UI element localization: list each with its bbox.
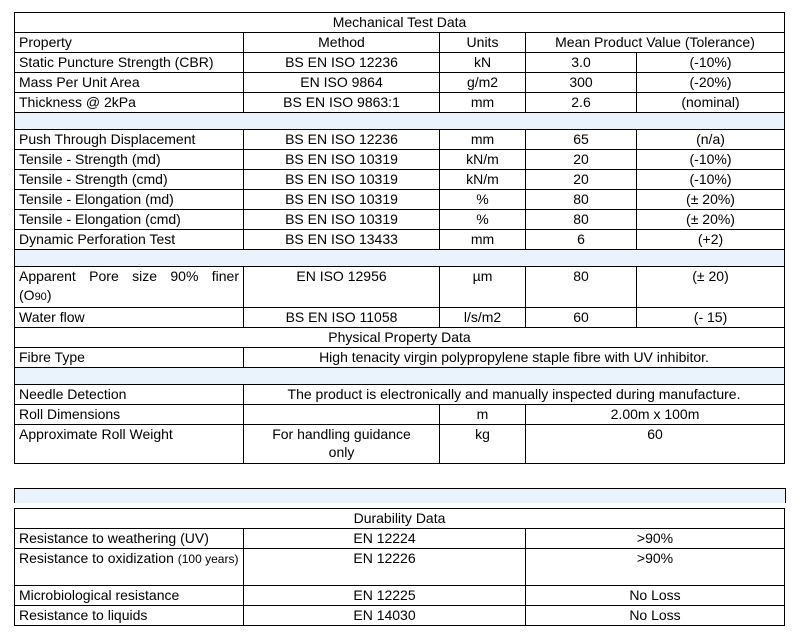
mechanical-title-row — [15, 13, 785, 33]
pore-symbol-close: ) — [46, 287, 52, 303]
property-cell: Mass Per Unit Area — [15, 73, 244, 93]
method-cell: EN 12224 — [244, 529, 526, 549]
units-cell: mm — [440, 130, 526, 150]
physical-title-row — [15, 328, 785, 348]
table-row — [15, 230, 785, 250]
fibre-type-value: High tenacity virgin polypropylene staple fibre with UV inhibitor. — [244, 348, 785, 368]
table-row — [15, 586, 785, 606]
property-cell — [15, 267, 244, 308]
method-cell: BS EN ISO 10319 — [244, 150, 440, 170]
value-cell: 3.0 — [526, 53, 637, 73]
property-cell — [15, 549, 244, 586]
value-cell: 60 — [526, 308, 637, 328]
tolerance-cell: (± 20) — [637, 267, 785, 308]
table-row — [15, 53, 785, 73]
method-cell: BS EN ISO 10319 — [244, 210, 440, 230]
roll-dimensions-value: 2.00m x 100m — [526, 405, 785, 425]
method-cell: BS EN ISO 13433 — [244, 230, 440, 250]
pore-symbol-open: (O — [19, 287, 35, 303]
property-cell: Roll Dimensions — [15, 405, 244, 425]
units-cell: g/m2 — [440, 73, 526, 93]
units-cell: kg — [440, 425, 526, 464]
value-cell: 65 — [526, 130, 637, 150]
spacer-cell — [15, 368, 785, 385]
method-cell: EN 12226 — [244, 549, 526, 586]
property-cell: Static Puncture Strength (CBR) — [15, 53, 244, 73]
table-row — [15, 190, 785, 210]
spacer-cell — [15, 250, 785, 267]
units-cell: m — [440, 405, 526, 425]
property-cell: Dynamic Perforation Test — [15, 230, 244, 250]
method-cell: BS EN ISO 11058 — [244, 308, 440, 328]
property-cell: Tensile - Elongation (md) — [15, 190, 244, 210]
method-cell: BS EN ISO 12236 — [244, 130, 440, 150]
property-cell: Tensile - Strength (cmd) — [15, 170, 244, 190]
units-cell: mm — [440, 93, 526, 113]
roll-weight-value: 60 — [526, 425, 785, 464]
section-gap — [14, 488, 786, 503]
tolerance-cell: (-10%) — [637, 150, 785, 170]
property-cell: Thickness @ 2kPa — [15, 93, 244, 113]
table-row — [15, 73, 785, 93]
header-row — [15, 33, 785, 53]
tolerance-cell: (+2) — [637, 230, 785, 250]
units-cell: µm — [440, 267, 526, 308]
table-row — [15, 267, 785, 308]
property-cell: Microbiological resistance — [15, 586, 244, 606]
table-row — [15, 529, 785, 549]
header-property: Property — [15, 33, 244, 53]
property-cell: Push Through Displacement — [15, 130, 244, 150]
tolerance-cell: (-10%) — [637, 53, 785, 73]
table-row — [15, 385, 785, 405]
property-cell: Needle Detection — [15, 385, 244, 405]
table-row — [15, 210, 785, 230]
value-cell: 80 — [526, 267, 637, 308]
oxidization-years: (100 years) — [177, 552, 239, 566]
method-cell: EN ISO 9864 — [244, 73, 440, 93]
physical-title: Physical Property Data — [15, 328, 785, 348]
table-row — [15, 150, 785, 170]
property-cell: Resistance to liquids — [15, 606, 244, 626]
tolerance-cell: (-20%) — [637, 73, 785, 93]
pore-size-label: Apparent Pore size 90% finer — [19, 268, 239, 284]
table-row — [15, 549, 785, 586]
needle-detection-value: The product is electronically and manually inspected during manufacture. — [244, 385, 785, 405]
spacer-row — [15, 113, 785, 130]
method-cell: EN 12225 — [244, 586, 526, 606]
value-cell: 80 — [526, 190, 637, 210]
method-cell: For handling guidance only — [244, 425, 440, 464]
property-cell: Water flow — [15, 308, 244, 328]
method-cell: BS EN ISO 10319 — [244, 190, 440, 210]
spacer-row — [15, 250, 785, 267]
table-row — [15, 348, 785, 368]
table-row — [15, 170, 785, 190]
tolerance-cell: (- 15) — [637, 308, 785, 328]
table-row — [15, 93, 785, 113]
durability-title-row — [15, 509, 785, 529]
tolerance-cell: (± 20%) — [637, 210, 785, 230]
header-units: Units — [440, 33, 526, 53]
table-row — [15, 405, 785, 425]
pore-size-symbol — [19, 286, 239, 307]
property-cell: Tensile - Strength (md) — [15, 150, 244, 170]
units-cell: % — [440, 210, 526, 230]
durability-title: Durability Data — [15, 509, 785, 529]
oxidization-label: Resistance to oxidization — [19, 550, 174, 566]
units-cell: kN — [440, 53, 526, 73]
method-cell — [244, 405, 440, 425]
value-cell: 6 — [526, 230, 637, 250]
value-cell: 2.6 — [526, 93, 637, 113]
value-cell: >90% — [526, 529, 785, 549]
units-cell: kN/m — [440, 170, 526, 190]
method-cell: BS EN ISO 12236 — [244, 53, 440, 73]
tolerance-cell: (-10%) — [637, 170, 785, 190]
units-cell: l/s/m2 — [440, 308, 526, 328]
method-cell: BS EN ISO 10319 — [244, 170, 440, 190]
method-cell: EN ISO 12956 — [244, 267, 440, 308]
units-cell: % — [440, 190, 526, 210]
property-cell: Fibre Type — [15, 348, 244, 368]
table-row — [15, 308, 785, 328]
value-cell: >90% — [526, 549, 785, 586]
property-cell: Approximate Roll Weight — [15, 425, 244, 464]
pore-symbol-subscript: 90 — [34, 291, 47, 303]
header-mean-value: Mean Product Value (Tolerance) — [526, 33, 785, 53]
tolerance-cell: (n/a) — [637, 130, 785, 150]
value-cell: No Loss — [526, 606, 785, 626]
value-cell: 20 — [526, 150, 637, 170]
value-cell: No Loss — [526, 586, 785, 606]
table-row — [15, 130, 785, 150]
property-cell: Tensile - Elongation (cmd) — [15, 210, 244, 230]
table-row — [15, 425, 785, 464]
property-cell: Resistance to weathering (UV) — [15, 529, 244, 549]
header-method: Method — [244, 33, 440, 53]
units-cell: kN/m — [440, 150, 526, 170]
durability-table — [14, 508, 785, 626]
value-cell: 300 — [526, 73, 637, 93]
value-cell: 80 — [526, 210, 637, 230]
mechanical-physical-table — [14, 12, 785, 464]
spacer-cell — [15, 113, 785, 130]
method-cell: BS EN ISO 9863:1 — [244, 93, 440, 113]
value-cell: 20 — [526, 170, 637, 190]
method-cell: EN 14030 — [244, 606, 526, 626]
tolerance-cell: (± 20%) — [637, 190, 785, 210]
units-cell: mm — [440, 230, 526, 250]
mechanical-title: Mechanical Test Data — [15, 13, 785, 33]
table-row — [15, 606, 785, 626]
tolerance-cell: (nominal) — [637, 93, 785, 113]
spacer-row — [15, 368, 785, 385]
